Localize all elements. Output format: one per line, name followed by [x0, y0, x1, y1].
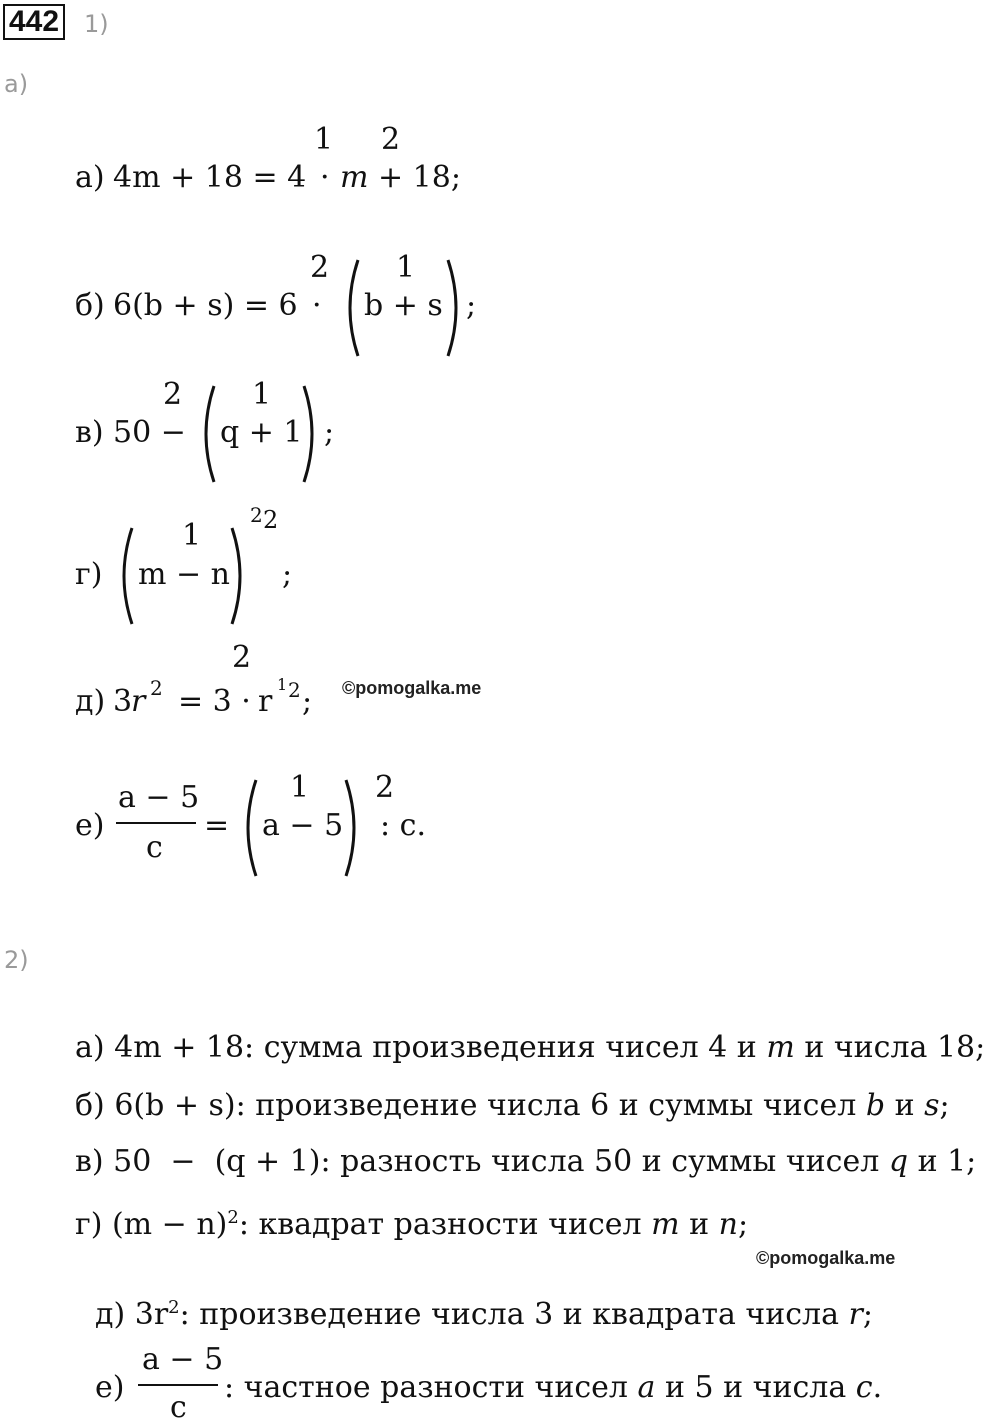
text: произведение числа 6 и суммы чисел	[245, 1088, 866, 1123]
part2-line-b	[75, 1088, 950, 1124]
text: сумма произведения чисел 4 и	[254, 1030, 767, 1065]
inner: a − 5	[262, 808, 344, 843]
problem-number: 442	[3, 4, 65, 40]
variable: m	[651, 1207, 680, 1242]
order-number: 1	[252, 377, 272, 412]
variable: r	[131, 684, 146, 719]
inner: q + 1	[220, 415, 303, 450]
expression: 6(b + s) = 6	[113, 288, 298, 323]
label: б)	[75, 1088, 105, 1123]
expression: (m − n)	[111, 1207, 228, 1242]
part2-line-v	[75, 1144, 976, 1180]
label: б)	[75, 288, 105, 323]
variable: r	[848, 1297, 863, 1332]
part-2-label: 2)	[4, 946, 29, 974]
colon: :	[224, 1370, 235, 1405]
variable: q	[888, 1144, 909, 1179]
inner: b + s	[364, 288, 443, 323]
sub-a-label: а)	[4, 70, 29, 98]
base: r	[258, 684, 273, 719]
watermark: ©pomogalka.me	[342, 678, 482, 698]
variable: a	[637, 1370, 656, 1405]
dot: ·	[312, 288, 322, 323]
label: а)	[75, 1030, 105, 1065]
text: ;	[862, 1297, 873, 1332]
right-paren	[228, 526, 250, 626]
text: и	[885, 1088, 925, 1123]
variable: m	[340, 160, 369, 195]
order-number: 1	[290, 770, 310, 805]
order-number: 2	[163, 377, 183, 412]
label: в)	[75, 415, 104, 450]
part2-line-e-text	[224, 1370, 882, 1406]
left-paren	[114, 526, 136, 626]
variable: m	[766, 1030, 795, 1065]
right-paren	[342, 778, 364, 878]
tail: + 18;	[378, 160, 461, 195]
tail: ;	[302, 684, 313, 719]
variable: c	[855, 1370, 873, 1405]
expression: 4m + 18:	[114, 1030, 255, 1065]
left-paren	[196, 384, 218, 484]
exponent: 2	[288, 678, 301, 702]
label: а)	[75, 160, 105, 195]
fraction-bar	[116, 822, 196, 824]
expression: 6(b + s):	[114, 1088, 246, 1123]
part2-line-d	[95, 1290, 873, 1333]
text: и числа 18;	[794, 1030, 985, 1065]
text: ;	[939, 1088, 950, 1123]
part2-line-g	[75, 1200, 748, 1243]
denominator: c	[170, 1390, 187, 1425]
dot: ·	[320, 160, 330, 195]
label: г)	[75, 1207, 103, 1242]
expression: 3r	[134, 1297, 169, 1332]
order-number: 2	[263, 506, 279, 534]
order-number: 1	[182, 518, 202, 553]
label: е)	[95, 1370, 125, 1405]
text: .	[872, 1370, 883, 1405]
inner: m − n	[138, 557, 230, 592]
text: и 1;	[908, 1144, 977, 1179]
middle: = 3 ·	[178, 684, 251, 719]
tail: : c.	[380, 808, 426, 843]
tail: ;	[324, 415, 335, 450]
part2-line-a	[75, 1030, 985, 1066]
variable: n	[718, 1207, 738, 1242]
order-number: 1	[277, 675, 288, 694]
left-paren	[238, 778, 260, 878]
right-paren	[300, 384, 322, 484]
label: е)	[75, 808, 105, 843]
expression: 4m + 18 = 4	[113, 160, 307, 195]
coefficient: 3	[113, 684, 133, 719]
expression: 50 − (q + 1):	[113, 1144, 331, 1179]
order-number: 2	[310, 250, 330, 285]
watermark: ©pomogalka.me	[756, 1248, 896, 1268]
label: д)	[75, 684, 106, 719]
text: частное разности чисел	[234, 1370, 638, 1405]
equals: =	[204, 808, 230, 843]
colon: :	[238, 1207, 249, 1242]
left-paren	[340, 258, 362, 358]
colon: :	[179, 1297, 190, 1332]
label: в)	[75, 1144, 104, 1179]
order-number: 2	[381, 122, 401, 157]
text: и	[679, 1207, 719, 1242]
exponent: 2	[150, 676, 163, 700]
variable: s	[924, 1088, 940, 1123]
part-1-label: 1)	[84, 10, 109, 38]
order-number: 1	[396, 250, 416, 285]
order-number: 1	[314, 122, 334, 157]
text: квадрат разности чисел	[248, 1207, 652, 1242]
label: г)	[75, 557, 103, 592]
numerator: a − 5	[118, 780, 200, 815]
tail: ;	[282, 557, 293, 592]
variable: b	[865, 1088, 886, 1123]
denominator: c	[146, 830, 163, 865]
numerator: a − 5	[142, 1342, 224, 1377]
exponent: 2	[227, 1207, 239, 1228]
text: произведение числа 3 и квадрата числа	[189, 1297, 849, 1332]
tail: ;	[466, 288, 477, 323]
right-paren	[444, 258, 466, 358]
order-number: 2	[375, 770, 395, 805]
exponent: 2	[250, 503, 263, 527]
exponent: 2	[168, 1297, 180, 1318]
text: ;	[737, 1207, 749, 1242]
text: и 5 и числа	[655, 1370, 856, 1405]
order-number: 2	[232, 640, 252, 675]
expression: 50 −	[113, 415, 186, 450]
fraction-bar	[138, 1384, 218, 1386]
text: разность числа 50 и суммы чисел	[330, 1144, 889, 1179]
label: д)	[95, 1297, 126, 1332]
